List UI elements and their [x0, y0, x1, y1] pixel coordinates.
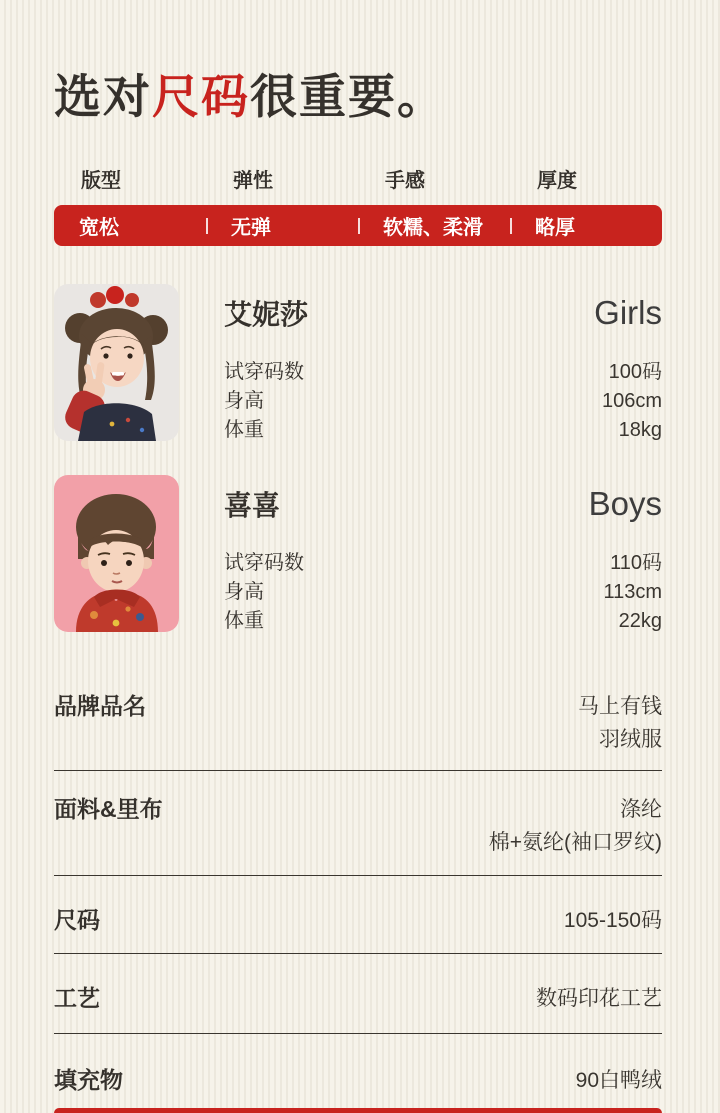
title-highlight: 尺码 [152, 70, 250, 123]
spec-values [578, 690, 662, 756]
attr-header-feel: 手感 [385, 170, 425, 192]
measurement-row-height [224, 578, 662, 607]
measurement-label: 体重 [224, 610, 264, 632]
boy-model-info [224, 475, 662, 636]
measurement-label: 身高 [224, 390, 264, 412]
girl-measurement-rows [224, 358, 662, 445]
attr-header-fit: 版型 [81, 170, 121, 192]
measurement-value: 22kg [618, 610, 662, 632]
measurement-row-weight [224, 607, 662, 636]
product-spec-list [54, 668, 662, 1097]
girl-group-label: Girls [594, 294, 662, 331]
page-title [54, 70, 662, 124]
attr-header-thickness: 厚度 [537, 170, 577, 192]
spec-row-sizes [54, 876, 662, 954]
attr-value-thickness: 略厚 [510, 211, 662, 240]
spec-value-line: 马上有钱 [578, 695, 662, 718]
spec-label: 尺码 [54, 907, 100, 933]
measurement-row-size [224, 549, 662, 578]
boy-model-photo [54, 475, 179, 632]
spec-value-line: 90白鸭绒 [575, 1069, 662, 1092]
boy-portrait-illustration [54, 475, 179, 632]
page-content [0, 70, 720, 1097]
measurement-value: 110码 [610, 552, 662, 574]
boy-model-name: 喜喜 [224, 490, 281, 521]
spec-values [536, 982, 662, 1015]
girl-model-name: 艾妮莎 [224, 299, 309, 330]
measurement-value: 18kg [618, 419, 662, 441]
spec-value-line: 涤纶 [620, 798, 662, 821]
boy-group-label: Boys [588, 485, 662, 522]
spec-row-fabric [54, 771, 662, 876]
spec-label: 工艺 [54, 985, 100, 1011]
attr-value-fit: 宽松 [79, 217, 119, 239]
measurement-row-weight [224, 416, 662, 445]
title-suffix: 很重要。 [250, 70, 446, 123]
spec-value-line: 数码印花工艺 [536, 987, 662, 1010]
model-card-girl [54, 284, 662, 445]
attribute-value-bar [54, 205, 662, 246]
measurement-row-height [224, 387, 662, 416]
spec-label: 面料&里布 [54, 796, 163, 822]
measurement-value: 113cm [603, 581, 662, 603]
spec-value-line: 羽绒服 [599, 728, 662, 751]
model-card-boy [54, 475, 662, 636]
attr-value-feel: 软糯、柔滑 [358, 211, 510, 240]
attr-value-stretch: 无弹 [206, 211, 358, 240]
spec-row-brand [54, 668, 662, 771]
measurement-label: 体重 [224, 419, 264, 441]
spec-value-line: 棉+氨纶(袖口罗纹) [488, 831, 662, 854]
measurement-label: 试穿码数 [224, 552, 304, 574]
spec-value-line: 105-150码 [563, 909, 662, 932]
spec-values [576, 1064, 662, 1097]
next-section-red-bar [54, 1108, 662, 1113]
measurement-label: 试穿码数 [224, 361, 304, 383]
boy-measurement-rows [224, 549, 662, 636]
title-prefix: 选对 [54, 70, 152, 123]
girl-portrait-illustration [54, 284, 179, 441]
spec-values [564, 904, 662, 937]
measurement-row-size [224, 358, 662, 387]
spec-row-filling [54, 1034, 662, 1097]
attr-header-stretch: 弹性 [233, 170, 273, 192]
spec-row-craft [54, 954, 662, 1034]
attribute-header-row [54, 170, 662, 193]
measurement-value: 106cm [601, 390, 662, 412]
measurement-label: 身高 [224, 581, 264, 603]
spec-label: 品牌品名 [54, 693, 146, 719]
spec-values [489, 793, 662, 859]
girl-model-info [224, 284, 662, 445]
spec-label: 填充物 [54, 1067, 123, 1093]
girl-model-photo [54, 284, 179, 441]
measurement-value: 100码 [608, 361, 662, 383]
